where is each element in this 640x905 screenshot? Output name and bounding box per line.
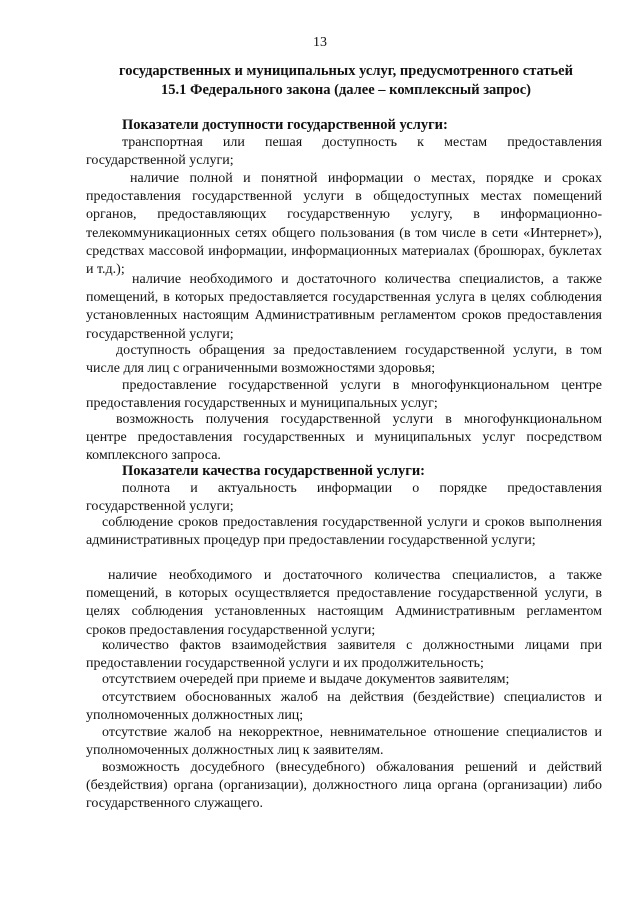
heading-line-1: государственных и муниципальных услуг, предусмотренного статьей bbox=[119, 63, 573, 79]
accessibility-item: доступность обращения за предоставлением государственной услуги, в том числе для лиц с ограниченными возможностями здоровья; bbox=[86, 343, 602, 377]
quality-item: наличие необходимого и достаточного количества специалистов, а также помещений, в которых осуществляется предоставление государственной услуги, в целях соблюдения установленных настоящим Административным регламентом сроков предоставления государственной услуги; bbox=[86, 568, 602, 638]
quality-item: возможность досудебного (внесудебного) обжалования решений и действий (бездействия) органа (организации), должностного лица органа (организации) либо государственного служащего. bbox=[86, 760, 602, 812]
quality-item: отсутствием обоснованных жалоб на действия (бездействие) специалистов и уполномоченных должностных лиц; bbox=[86, 690, 602, 724]
quality-item: отсутствием очередей при приеме и выдаче документов заявителям; bbox=[102, 672, 510, 687]
page-number: 13 bbox=[313, 35, 327, 50]
accessibility-item: наличие необходимого и достаточного количества специалистов, а также помещений, в которых предоставляется государственная услуга в целях соблюдения установленных настоящим Административным регламентом сроков предоставления государственной услуги; bbox=[86, 272, 602, 342]
accessibility-item: наличие полной и понятной информации о местах, порядке и сроках предоставления государственной услуги в общедоступных местах помещений органов, предоставляющих государственную услугу, в информационно-телекоммуникационных сетях общего пользования (в том числе в сети «Интернет»), средствах массовой информации, информационных материалах (брошюрах, буклетах и т.д.); bbox=[86, 171, 602, 278]
accessibility-item: транспортная или пешая доступность к местам предоставления государственной услуги; bbox=[86, 135, 602, 169]
quality-item: количество фактов взаимодействия заявителя с должностными лицами при предоставлении государственной услуги и их продолжительность; bbox=[86, 638, 602, 672]
quality-item: отсутствие жалоб на некорректное, невнимательное отношение специалистов и уполномоченных должностных лиц к заявителям. bbox=[86, 725, 602, 759]
heading-line-2: 15.1 Федерального закона (далее – комплексный запрос) bbox=[160, 82, 532, 98]
quality-item: соблюдение сроков предоставления государственной услуги и сроков выполнения административных процедур при предоставлении государственной услуги; bbox=[86, 515, 602, 549]
quality-title: Показатели качества государственной услуги: bbox=[122, 463, 426, 479]
accessibility-title: Показатели доступности государственной услуги: bbox=[122, 117, 448, 133]
accessibility-item: возможность получения государственной услуги в многофункциональном центре предоставления государственных и муниципальных услуг посредством комплексного запроса. bbox=[86, 412, 602, 464]
quality-item: полнота и актуальность информации о порядке предоставления государственной услуги; bbox=[86, 481, 602, 515]
accessibility-item: предоставление государственной услуги в многофункциональном центре предоставления государственных и муниципальных услуг; bbox=[86, 378, 602, 412]
document-heading bbox=[86, 62, 606, 100]
